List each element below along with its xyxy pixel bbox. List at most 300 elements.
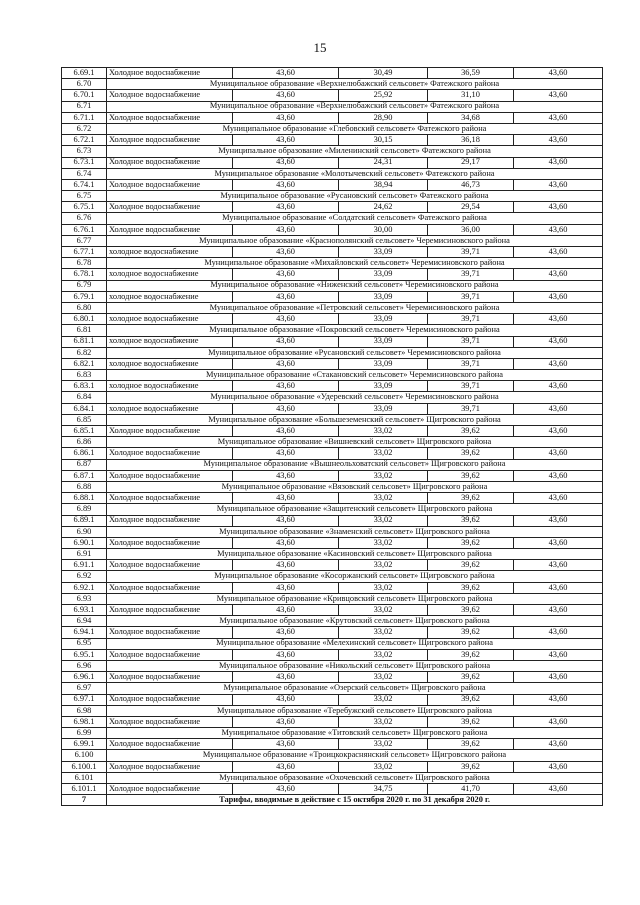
municipality-name-cell: Муниципальное образование «Озерский сельсовет» Щигровского района — [107, 683, 603, 694]
value-cell: 43,60 — [514, 336, 603, 347]
tariff-row — [62, 224, 603, 235]
row-number-cell: 6.83.1 — [62, 381, 107, 392]
municipality-row — [62, 79, 603, 90]
row-number-cell: 6.93.1 — [62, 605, 107, 616]
municipality-row — [62, 101, 603, 112]
service-cell: Холодное водоснабжение — [107, 672, 233, 683]
municipality-name-cell: Муниципальное образование «Никольский сельсовет» Щигровского района — [107, 660, 603, 671]
tariff-row — [62, 515, 603, 526]
service-cell: Холодное водоснабжение — [107, 493, 233, 504]
row-number-cell: 6.79.1 — [62, 291, 107, 302]
tariff-row — [62, 179, 603, 190]
municipality-name-cell: Муниципальное образование «Петровский сельсовет» Черемисиновского района — [107, 302, 603, 313]
value-cell: 43,60 — [514, 694, 603, 705]
value-cell: 39,62 — [428, 448, 514, 459]
value-cell: 43,60 — [514, 135, 603, 146]
value-cell: 43,60 — [514, 672, 603, 683]
value-cell: 30,00 — [339, 224, 428, 235]
row-number-cell: 6.89.1 — [62, 515, 107, 526]
row-number-cell: 6.101 — [62, 772, 107, 783]
municipality-row — [62, 683, 603, 694]
municipality-name-cell: Муниципальное образование «Теребужский сельсовет» Щигровского района — [107, 705, 603, 716]
value-cell: 43,60 — [233, 202, 339, 213]
value-cell: 36,18 — [428, 135, 514, 146]
tariff-row — [62, 694, 603, 705]
row-number-cell: 6.72.1 — [62, 135, 107, 146]
tariff-row — [62, 68, 603, 79]
municipality-row — [62, 146, 603, 157]
municipality-row — [62, 504, 603, 515]
value-cell: 33,02 — [339, 470, 428, 481]
value-cell: 24,31 — [339, 157, 428, 168]
row-number-cell: 6.81.1 — [62, 336, 107, 347]
value-cell: 33,02 — [339, 649, 428, 660]
value-cell: 43,60 — [514, 247, 603, 258]
value-cell: 43,60 — [514, 224, 603, 235]
municipality-row — [62, 280, 603, 291]
row-number-cell: 6.80 — [62, 302, 107, 313]
value-cell: 33,09 — [339, 291, 428, 302]
row-number-cell: 6.90 — [62, 526, 107, 537]
municipality-name-cell: Муниципальное образование «Титовский сельсовет» Щигровского района — [107, 728, 603, 739]
municipality-row — [62, 414, 603, 425]
value-cell: 34,68 — [428, 112, 514, 123]
municipality-name-cell: Муниципальное образование «Русановский сельсовет» Черемисиновского района — [107, 347, 603, 358]
row-number-cell: 6.84 — [62, 392, 107, 403]
row-number-cell: 6.94 — [62, 616, 107, 627]
row-number-cell: 6.82.1 — [62, 358, 107, 369]
value-cell: 30,49 — [339, 68, 428, 79]
value-cell: 43,60 — [514, 90, 603, 101]
tariff-row — [62, 493, 603, 504]
row-number-cell: 6.73.1 — [62, 157, 107, 168]
value-cell: 43,60 — [233, 179, 339, 190]
row-number-cell: 6.91.1 — [62, 560, 107, 571]
service-cell: Холодное водоснабжение — [107, 202, 233, 213]
value-cell: 33,09 — [339, 269, 428, 280]
row-number-cell: 6.73 — [62, 146, 107, 157]
value-cell: 43,60 — [233, 560, 339, 571]
service-cell: холодное водоснабжение — [107, 314, 233, 325]
service-cell: Холодное водоснабжение — [107, 761, 233, 772]
row-number-cell: 6.82 — [62, 347, 107, 358]
value-cell: 36,59 — [428, 68, 514, 79]
value-cell: 43,60 — [233, 716, 339, 727]
service-cell: Холодное водоснабжение — [107, 157, 233, 168]
row-number-cell: 6.75 — [62, 191, 107, 202]
tariff-row — [62, 157, 603, 168]
value-cell: 33,09 — [339, 336, 428, 347]
row-number-cell: 6.79 — [62, 280, 107, 291]
municipality-row — [62, 728, 603, 739]
municipality-row — [62, 437, 603, 448]
row-number-cell: 6.100.1 — [62, 761, 107, 772]
value-cell: 33,02 — [339, 694, 428, 705]
tariff-row — [62, 90, 603, 101]
value-cell: 39,62 — [428, 739, 514, 750]
service-cell: холодное водоснабжение — [107, 336, 233, 347]
service-cell: Холодное водоснабжение — [107, 694, 233, 705]
row-number-cell: 6.78 — [62, 258, 107, 269]
value-cell: 41,70 — [428, 784, 514, 795]
value-cell: 43,60 — [233, 224, 339, 235]
value-cell: 43,60 — [514, 426, 603, 437]
tariff-row — [62, 582, 603, 593]
service-cell: Холодное водоснабжение — [107, 649, 233, 660]
row-number-cell: 6.75.1 — [62, 202, 107, 213]
value-cell: 43,60 — [514, 314, 603, 325]
tariff-row — [62, 649, 603, 660]
municipality-name-cell: Муниципальное образование «Кривцовский сельсовет» Щигровского района — [107, 593, 603, 604]
row-number-cell: 6.86 — [62, 437, 107, 448]
row-number-cell: 6.71 — [62, 101, 107, 112]
value-cell: 31,10 — [428, 90, 514, 101]
value-cell: 39,62 — [428, 470, 514, 481]
tariff-row — [62, 112, 603, 123]
municipality-row — [62, 459, 603, 470]
value-cell: 43,60 — [233, 247, 339, 258]
row-number-cell: 6.85.1 — [62, 426, 107, 437]
value-cell: 43,60 — [233, 672, 339, 683]
value-cell: 39,62 — [428, 716, 514, 727]
row-number-cell: 6.95 — [62, 638, 107, 649]
municipality-name-cell: Муниципальное образование «Верхнелюбажский сельсовет» Фатежского района — [107, 79, 603, 90]
municipality-row — [62, 235, 603, 246]
tariff-row — [62, 627, 603, 638]
tariff-row — [62, 403, 603, 414]
municipality-name-cell: Муниципальное образование «Молотычевский сельсовет» Фатежского района — [107, 168, 603, 179]
row-number-cell: 6.71.1 — [62, 112, 107, 123]
value-cell: 39,62 — [428, 537, 514, 548]
service-cell: холодное водоснабжение — [107, 403, 233, 414]
value-cell: 43,60 — [514, 560, 603, 571]
value-cell: 43,60 — [514, 112, 603, 123]
municipality-row — [62, 750, 603, 761]
value-cell: 38,94 — [339, 179, 428, 190]
value-cell: 36,00 — [428, 224, 514, 235]
row-number-cell: 6.85 — [62, 414, 107, 425]
value-cell: 43,60 — [233, 739, 339, 750]
value-cell: 33,02 — [339, 448, 428, 459]
municipality-row — [62, 191, 603, 202]
municipality-name-cell: Муниципальное образование «Ниженский сельсовет» Черемисиновского района — [107, 280, 603, 291]
row-number-cell: 6.70 — [62, 79, 107, 90]
value-cell: 39,62 — [428, 582, 514, 593]
tariff-row — [62, 784, 603, 795]
service-cell: Холодное водоснабжение — [107, 68, 233, 79]
value-cell: 39,71 — [428, 336, 514, 347]
municipality-name-cell: Муниципальное образование «Большеземенский сельсовет» Щигровского района — [107, 414, 603, 425]
service-cell: холодное водоснабжение — [107, 358, 233, 369]
tariff-row — [62, 269, 603, 280]
municipality-name-cell: Муниципальное образование «Вязовский сельсовет» Щигровского района — [107, 481, 603, 492]
value-cell: 43,60 — [233, 314, 339, 325]
value-cell: 43,60 — [233, 761, 339, 772]
municipality-name-cell: Муниципальное образование «Крутовский сельсовет» Щигровского района — [107, 616, 603, 627]
municipality-name-cell: Муниципальное образование «Троицкокраснянский сельсовет» Щигровского района — [107, 750, 603, 761]
service-cell: Холодное водоснабжение — [107, 605, 233, 616]
value-cell: 43,60 — [233, 470, 339, 481]
value-cell: 33,09 — [339, 403, 428, 414]
row-number-cell: 6.97 — [62, 683, 107, 694]
municipality-row — [62, 347, 603, 358]
tariff-row — [62, 716, 603, 727]
value-cell: 43,60 — [233, 582, 339, 593]
tariff-row — [62, 358, 603, 369]
value-cell: 33,02 — [339, 426, 428, 437]
municipality-name-cell: Муниципальное образование «Солдатский сельсовет» Фатежского района — [107, 213, 603, 224]
service-cell: Холодное водоснабжение — [107, 739, 233, 750]
municipality-row — [62, 549, 603, 560]
value-cell: 46,73 — [428, 179, 514, 190]
row-number-cell: 6.99 — [62, 728, 107, 739]
row-number-cell: 6.74.1 — [62, 179, 107, 190]
municipality-name-cell: Муниципальное образование «Михайловский сельсовет» Черемисиновского района — [107, 258, 603, 269]
value-cell: 33,09 — [339, 247, 428, 258]
row-number-cell: 6.87.1 — [62, 470, 107, 481]
value-cell: 39,71 — [428, 314, 514, 325]
value-cell: 43,60 — [514, 68, 603, 79]
municipality-name-cell: Муниципальное образование «Мелехинский сельсовет» Щигровского района — [107, 638, 603, 649]
value-cell: 43,60 — [514, 716, 603, 727]
value-cell: 33,02 — [339, 739, 428, 750]
municipality-row — [62, 705, 603, 716]
value-cell: 43,60 — [514, 202, 603, 213]
row-number-cell: 6.92.1 — [62, 582, 107, 593]
value-cell: 29,17 — [428, 157, 514, 168]
row-number-cell: 6.74 — [62, 168, 107, 179]
value-cell: 30,15 — [339, 135, 428, 146]
row-number-cell: 6.89 — [62, 504, 107, 515]
value-cell: 39,62 — [428, 493, 514, 504]
value-cell: 24,62 — [339, 202, 428, 213]
row-number-cell: 6.100 — [62, 750, 107, 761]
municipality-row — [62, 638, 603, 649]
service-cell: Холодное водоснабжение — [107, 112, 233, 123]
value-cell: 43,60 — [233, 269, 339, 280]
row-number-cell: 6.69.1 — [62, 68, 107, 79]
value-cell: 39,71 — [428, 247, 514, 258]
tariff-row — [62, 202, 603, 213]
tariff-row — [62, 336, 603, 347]
value-cell: 43,60 — [514, 784, 603, 795]
value-cell: 43,60 — [233, 537, 339, 548]
municipality-row — [62, 593, 603, 604]
value-cell: 43,60 — [233, 605, 339, 616]
tariff-row — [62, 470, 603, 481]
value-cell: 33,09 — [339, 381, 428, 392]
value-cell: 43,60 — [514, 269, 603, 280]
tariff-row — [62, 672, 603, 683]
value-cell: 43,60 — [514, 582, 603, 593]
value-cell: 43,60 — [233, 493, 339, 504]
value-cell: 39,62 — [428, 560, 514, 571]
municipality-row — [62, 481, 603, 492]
value-cell: 43,60 — [233, 784, 339, 795]
row-number-cell: 6.83 — [62, 370, 107, 381]
value-cell: 43,60 — [514, 605, 603, 616]
tariff-row — [62, 560, 603, 571]
row-number-cell: 6.72 — [62, 123, 107, 134]
tariff-row — [62, 605, 603, 616]
municipality-row — [62, 258, 603, 269]
municipality-name-cell: Муниципальное образование «Охочевский сельсовет» Щигровского района — [107, 772, 603, 783]
value-cell: 43,60 — [233, 135, 339, 146]
service-cell: Холодное водоснабжение — [107, 582, 233, 593]
service-cell: Холодное водоснабжение — [107, 224, 233, 235]
municipality-name-cell: Муниципальное образование «Стакановский сельсовет» Черемисиновского района — [107, 370, 603, 381]
row-number-cell: 6.92 — [62, 571, 107, 582]
row-number-cell: 6.96.1 — [62, 672, 107, 683]
service-cell: Холодное водоснабжение — [107, 135, 233, 146]
row-number-cell: 6.93 — [62, 593, 107, 604]
row-number-cell: 6.88 — [62, 481, 107, 492]
municipality-row — [62, 123, 603, 134]
municipality-name-cell: Муниципальное образование «Краснополянский сельсовет» Черемисиновского района — [107, 235, 603, 246]
service-cell: холодное водоснабжение — [107, 269, 233, 280]
tariff-table — [61, 67, 603, 806]
municipality-name-cell: Муниципальное образование «Глебовский сельсовет» Фатежского района — [107, 123, 603, 134]
row-number-cell: 6.80.1 — [62, 314, 107, 325]
value-cell: 43,60 — [514, 470, 603, 481]
tariff-row — [62, 761, 603, 772]
value-cell: 33,09 — [339, 314, 428, 325]
value-cell: 43,60 — [233, 358, 339, 369]
value-cell: 43,60 — [233, 157, 339, 168]
municipality-name-cell: Муниципальное образование «Миленинский сельсовет» Фатежского района — [107, 146, 603, 157]
value-cell: 33,02 — [339, 605, 428, 616]
municipality-row — [62, 392, 603, 403]
value-cell: 39,71 — [428, 291, 514, 302]
value-cell: 33,02 — [339, 493, 428, 504]
value-cell: 25,92 — [339, 90, 428, 101]
row-number-cell: 6.70.1 — [62, 90, 107, 101]
row-number-cell: 6.91 — [62, 549, 107, 560]
tariff-row — [62, 537, 603, 548]
row-number-cell: 6.77 — [62, 235, 107, 246]
value-cell: 39,71 — [428, 269, 514, 280]
row-number-cell: 6.77.1 — [62, 247, 107, 258]
municipality-name-cell: Муниципальное образование «Русановский сельсовет» Фатежского района — [107, 191, 603, 202]
municipality-row — [62, 571, 603, 582]
value-cell: 43,60 — [233, 448, 339, 459]
page-number: 15 — [313, 40, 327, 55]
value-cell: 43,60 — [233, 291, 339, 302]
tariff-row — [62, 448, 603, 459]
value-cell: 33,02 — [339, 716, 428, 727]
municipality-name-cell: Муниципальное образование «Вишневский сельсовет» Щигровского района — [107, 437, 603, 448]
service-cell: Холодное водоснабжение — [107, 448, 233, 459]
row-number-cell: 6.101.1 — [62, 784, 107, 795]
row-number-cell: 6.76 — [62, 213, 107, 224]
value-cell: 43,60 — [514, 515, 603, 526]
municipality-row — [62, 370, 603, 381]
row-number-cell: 6.98.1 — [62, 716, 107, 727]
value-cell: 34,75 — [339, 784, 428, 795]
section-heading-row — [62, 795, 603, 806]
value-cell: 33,02 — [339, 537, 428, 548]
row-number-cell: 6.78.1 — [62, 269, 107, 280]
row-number-cell: 6.81 — [62, 325, 107, 336]
section-title-cell: Тарифы, вводимые в действие с 15 октября 2020 г. по 31 декабря 2020 г. — [107, 795, 603, 806]
value-cell: 43,60 — [233, 403, 339, 414]
value-cell: 43,60 — [233, 90, 339, 101]
row-number-cell: 6.95.1 — [62, 649, 107, 660]
municipality-row — [62, 302, 603, 313]
value-cell: 43,60 — [514, 493, 603, 504]
value-cell: 43,60 — [233, 426, 339, 437]
value-cell: 43,60 — [233, 649, 339, 660]
row-number-cell: 7 — [62, 795, 107, 806]
service-cell: холодное водоснабжение — [107, 247, 233, 258]
municipality-name-cell: Муниципальное образование «Вышнеольховатский сельсовет» Щигровского района — [107, 459, 603, 470]
service-cell: Холодное водоснабжение — [107, 515, 233, 526]
value-cell: 39,62 — [428, 605, 514, 616]
row-number-cell: 6.86.1 — [62, 448, 107, 459]
value-cell: 33,02 — [339, 627, 428, 638]
value-cell: 39,71 — [428, 381, 514, 392]
value-cell: 33,02 — [339, 560, 428, 571]
value-cell: 33,02 — [339, 672, 428, 683]
value-cell: 43,60 — [233, 627, 339, 638]
value-cell: 29,54 — [428, 202, 514, 213]
value-cell: 43,60 — [514, 739, 603, 750]
value-cell: 43,60 — [514, 291, 603, 302]
service-cell: Холодное водоснабжение — [107, 784, 233, 795]
value-cell: 33,02 — [339, 515, 428, 526]
row-number-cell: 6.97.1 — [62, 694, 107, 705]
service-cell: Холодное водоснабжение — [107, 537, 233, 548]
value-cell: 39,62 — [428, 761, 514, 772]
service-cell: холодное водоснабжение — [107, 291, 233, 302]
value-cell: 43,60 — [514, 157, 603, 168]
municipality-name-cell: Муниципальное образование «Косоржанский сельсовет» Щигровского района — [107, 571, 603, 582]
value-cell: 33,02 — [339, 582, 428, 593]
municipality-row — [62, 213, 603, 224]
value-cell: 33,09 — [339, 358, 428, 369]
municipality-row — [62, 772, 603, 783]
value-cell: 39,62 — [428, 649, 514, 660]
municipality-row — [62, 660, 603, 671]
tariff-row — [62, 314, 603, 325]
value-cell: 43,60 — [514, 537, 603, 548]
municipality-row — [62, 168, 603, 179]
service-cell: Холодное водоснабжение — [107, 179, 233, 190]
row-number-cell: 6.84.1 — [62, 403, 107, 414]
row-number-cell: 6.98 — [62, 705, 107, 716]
municipality-name-cell: Муниципальное образование «Защитенский сельсовет» Щигровского района — [107, 504, 603, 515]
service-cell: холодное водоснабжение — [107, 381, 233, 392]
tariff-row — [62, 739, 603, 750]
value-cell: 43,60 — [514, 649, 603, 660]
value-cell: 43,60 — [514, 403, 603, 414]
municipality-row — [62, 526, 603, 537]
tariff-row — [62, 135, 603, 146]
value-cell: 39,62 — [428, 515, 514, 526]
row-number-cell: 6.76.1 — [62, 224, 107, 235]
municipality-row — [62, 325, 603, 336]
value-cell: 39,71 — [428, 403, 514, 414]
row-number-cell: 6.90.1 — [62, 537, 107, 548]
value-cell: 43,60 — [233, 381, 339, 392]
value-cell: 43,60 — [514, 381, 603, 392]
service-cell: Холодное водоснабжение — [107, 90, 233, 101]
service-cell: Холодное водоснабжение — [107, 426, 233, 437]
value-cell: 43,60 — [514, 627, 603, 638]
value-cell: 43,60 — [514, 358, 603, 369]
row-number-cell: 6.88.1 — [62, 493, 107, 504]
service-cell: Холодное водоснабжение — [107, 470, 233, 481]
